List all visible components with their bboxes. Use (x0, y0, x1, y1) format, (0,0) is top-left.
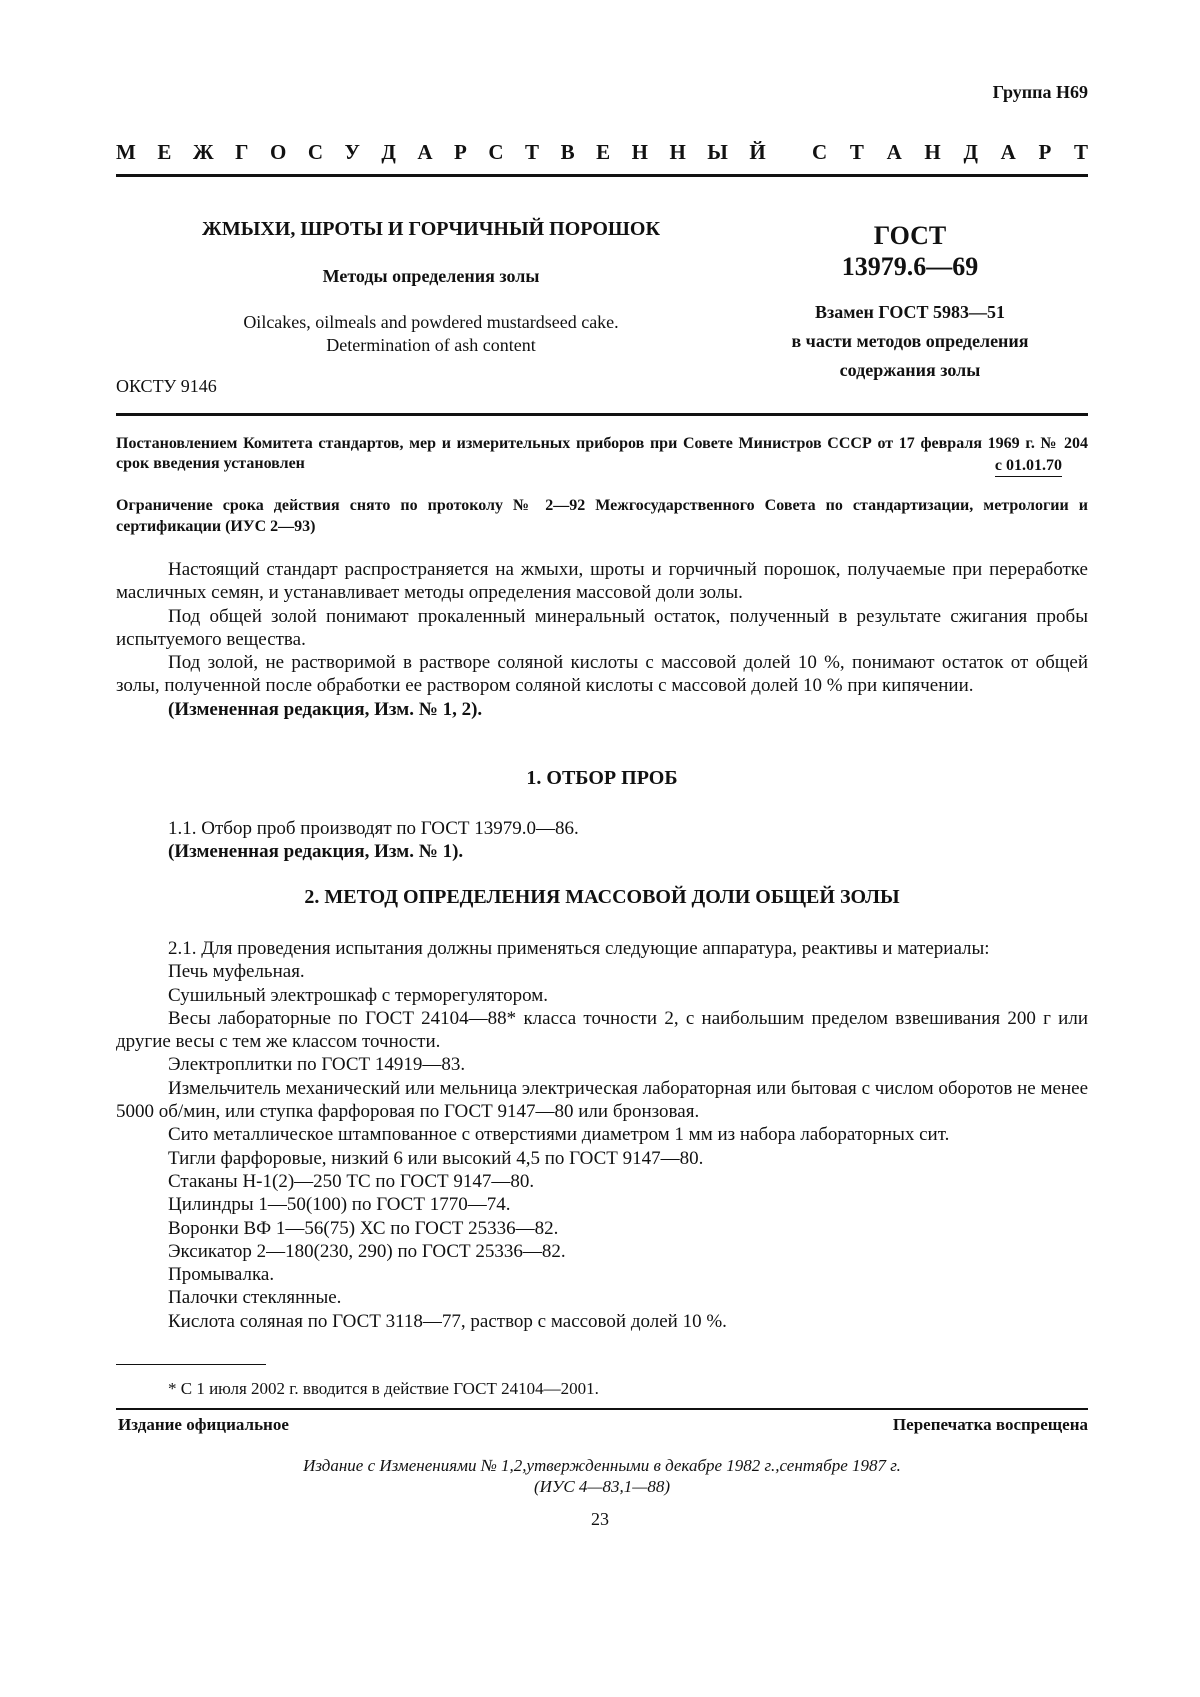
banner-standard-letter: Т (1073, 140, 1088, 164)
replaces-line3: содержания золы (839, 360, 981, 380)
equipment-item: Измельчитель механический или мельница электрическая лабораторная или бытовая с числом оборотов не менее 5000 об/мин, или ступка фарфоровая по ГОСТ 9147—80 или бронзовая. (116, 1077, 1088, 1123)
document-subtitle: Методы определения золы (322, 266, 540, 286)
banner-interstate-letter: Й (749, 140, 766, 164)
replaces-line2: в части методов определения (791, 331, 1029, 351)
banner-interstate-letter: М (116, 140, 136, 164)
banner-interstate-letter: О (269, 140, 287, 164)
title-block-rule (116, 413, 1088, 416)
footnote-rule (116, 1364, 266, 1365)
standard-banner (116, 140, 1088, 165)
section-1-body (116, 817, 1088, 864)
intro-amendment: (Измененная редакция, Изм. № 1, 2). (168, 698, 483, 720)
section-2-body (116, 937, 1088, 1333)
banner-standard-letter: Н (924, 140, 941, 164)
clause-1-1: 1.1. Отбор проб производят по ГОСТ 13979.0—86. (168, 818, 579, 839)
banner-standard-letter: Р (1038, 140, 1052, 164)
banner-interstate-letter: Г (235, 140, 249, 164)
footnote: * С 1 июля 2002 г. вводится в действие ГОСТ 24104—2001. (168, 1379, 599, 1398)
banner-standard-letter: Д (963, 140, 978, 164)
clause-2-1: 2.1. Для проведения испытания должны применяться следующие аппаратура, реактивы и материалы: (168, 938, 990, 959)
banner-standard-letter: С (812, 140, 828, 164)
banner-rule (116, 174, 1088, 177)
section-2-heading: 2. МЕТОД ОПРЕДЕЛЕНИЯ МАССОВОЙ ДОЛИ ОБЩЕЙ ЗОЛЫ (304, 886, 900, 908)
effective-date: с 01.01.70 (995, 456, 1062, 477)
limitation-note: Ограничение срока действия снято по протоколу № 2—92 Межгосударственного Совета по стандартизации, метрологии и сертификации (ИУС 2—93) (116, 497, 1088, 535)
banner-interstate-letter: Д (381, 140, 396, 164)
document-title: ЖМЫХИ, ШРОТЫ И ГОРЧИЧНЫЙ ПОРОШОК (202, 218, 660, 240)
equipment-item: Электроплитки по ГОСТ 14919—83. (168, 1054, 466, 1076)
equipment-item: Цилиндры 1—50(100) по ГОСТ 1770—74. (168, 1194, 511, 1216)
banner-interstate-letter: Е (596, 140, 611, 164)
banner-interstate-letter: С (488, 140, 504, 164)
reprint-prohibited-label: Перепечатка воспрещена (892, 1415, 1088, 1434)
intro-section (116, 558, 1088, 721)
english-title-line2: Determination of ash content (326, 335, 536, 355)
edition-note-line1: Издание с Изменениями № 1,2,утвержденными в декабре 1982 г.,сентябре 1987 г. (303, 1456, 901, 1475)
edition-note (116, 1455, 1088, 1497)
footer-rule (116, 1408, 1088, 1410)
english-title-line1: Oilcakes, oilmeals and powdered mustardseed cake. (243, 312, 619, 332)
equipment-item: Палочки стеклянные. (168, 1287, 342, 1309)
equipment-item: Эксикатор 2—180(230, 290) по ГОСТ 25336—82. (168, 1240, 566, 1262)
banner-interstate-letter: С (307, 140, 323, 164)
banner-standard-letter: А (886, 140, 902, 164)
banner-interstate-letter: В (560, 140, 575, 164)
banner-interstate-letter: Р (454, 140, 467, 164)
banner-word-interstate (116, 140, 766, 165)
banner-interstate-letter: Ж (192, 140, 214, 164)
official-edition-label: Издание официальное (118, 1415, 289, 1434)
equipment-item: Воронки ВФ 1—56(75) ХС по ГОСТ 25336—82. (168, 1217, 559, 1239)
group-code: Группа Н69 (992, 82, 1088, 102)
gost-number: 13979.6—69 (841, 252, 979, 281)
banner-interstate-letter: А (417, 140, 433, 164)
equipment-item: Печь муфельная. (168, 961, 305, 983)
equipment-item: Сито металлическое штампованное с отверстиями диаметром 1 мм из набора лабораторных сит. (168, 1124, 950, 1146)
equipment-item: Промывалка. (168, 1264, 275, 1286)
replaces-note (760, 298, 1060, 385)
equipment-item: Стаканы Н-1(2)—250 ТС по ГОСТ 9147—80. (168, 1170, 535, 1192)
equipment-item: Тигли фарфоровые, низкий 6 или высокий 4,5 по ГОСТ 9147—80. (168, 1147, 704, 1169)
banner-interstate-letter: Ы (707, 140, 728, 164)
intro-paragraph-3: Под золой, не растворимой в растворе соляной кислоты с массовой долей 10 %, понимают остаток от общей золы, полученной после обработки ее раствором соляной кислоты с массовой долей 10 % при кипячении. (116, 652, 1088, 697)
replaces-line1: Взамен ГОСТ 5983—51 (814, 302, 1006, 322)
equipment-list (116, 960, 1088, 1333)
intro-paragraph-2: Под общей золой понимают прокаленный минеральный остаток, полученный в результате сжигания пробы испытуемого вещества. (116, 605, 1088, 650)
banner-standard-letter: А (1000, 140, 1016, 164)
equipment-item: Весы лабораторные по ГОСТ 24104—88* класса точности 2, с наибольшим пределом взвешивания 200 г или другие весы с тем же классом точности. (116, 1007, 1088, 1053)
gost-designation (760, 220, 1060, 385)
equipment-item: Кислота соляная по ГОСТ 3118—77, раствор с массовой долей 10 %. (168, 1310, 727, 1332)
banner-interstate-letter: Е (157, 140, 172, 164)
intro-paragraph-1: Настоящий стандарт распространяется на жмыхи, шроты и горчичный порошок, получаемые при переработке масличных семян, и устанавливает методы определения массовой доли золы. (116, 559, 1088, 604)
banner-word-standard (812, 140, 1088, 165)
gost-label: ГОСТ (873, 221, 947, 250)
english-title (116, 311, 746, 357)
banner-interstate-letter: Т (525, 140, 540, 164)
banner-interstate-letter: Н (631, 140, 648, 164)
banner-interstate-letter: Н (669, 140, 686, 164)
page-number: 23 (591, 1509, 609, 1529)
edition-note-line2: (ИУС 4—83,1—88) (533, 1477, 671, 1496)
section-1-amendment: (Измененная редакция, Изм. № 1). (168, 841, 464, 863)
okstu-code: ОКСТУ 9146 (116, 376, 217, 396)
banner-standard-letter: Т (849, 140, 864, 164)
section-1-heading: 1. ОТБОР ПРОБ (526, 767, 678, 789)
equipment-item: Сушильный электрошкаф с терморегулятором. (168, 984, 549, 1006)
decree-text: Постановлением Комитета стандартов, мер и измерительных приборов при Совете Министров СССР от 17 февраля 1969 г. № 204 срок введения установлен (116, 435, 1088, 472)
banner-interstate-letter: У (344, 140, 360, 164)
